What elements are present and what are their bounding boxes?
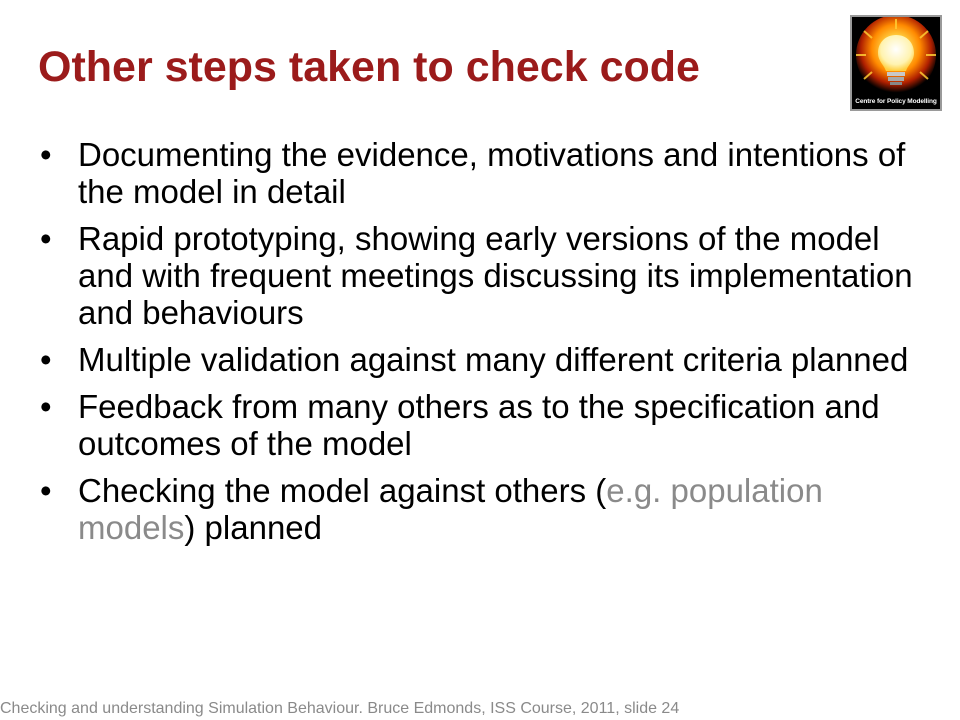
bullet-text	[78, 472, 823, 546]
slide-title: Other steps taken to check code	[38, 43, 700, 91]
bullet-text-end: ) planned	[184, 509, 322, 546]
bullet-dot: •	[40, 341, 52, 378]
bullet-text-start: Checking the model against others (	[78, 472, 607, 509]
bullet-text: Feedback from many others as to the specification and outcomes of the model	[78, 388, 880, 462]
bullet-dot: •	[40, 472, 52, 509]
bullet-item	[40, 388, 920, 462]
bullet-item	[40, 341, 920, 378]
bullet-text: Rapid prototyping, showing early versions of the model and with frequent meetings discussing its implementation and behaviours	[78, 220, 913, 331]
bullet-list	[40, 136, 920, 556]
bullet-text: Multiple validation against many different criteria planned	[78, 341, 909, 378]
bullet-text: Documenting the evidence, motivations and intentions of the model in detail	[78, 136, 906, 210]
lightbulb-logo-icon	[852, 17, 940, 109]
bullet-item	[40, 220, 920, 331]
bullet-dot: •	[40, 136, 52, 173]
bullet-item	[40, 472, 920, 546]
cpm-logo	[850, 15, 942, 111]
bullet-text-muted-example: population models	[78, 472, 823, 546]
bullet-dot: •	[40, 220, 52, 257]
bullet-text-muted-eg: e.g.	[606, 472, 662, 509]
logo-caption: Centre for Policy Modelling	[855, 98, 937, 105]
slide-footer: Checking and understanding Simulation Behaviour. Bruce Edmonds, ISS Course, 2011, slide 24	[0, 700, 680, 717]
bullet-dot: •	[40, 388, 52, 425]
bullet-item	[40, 136, 920, 210]
